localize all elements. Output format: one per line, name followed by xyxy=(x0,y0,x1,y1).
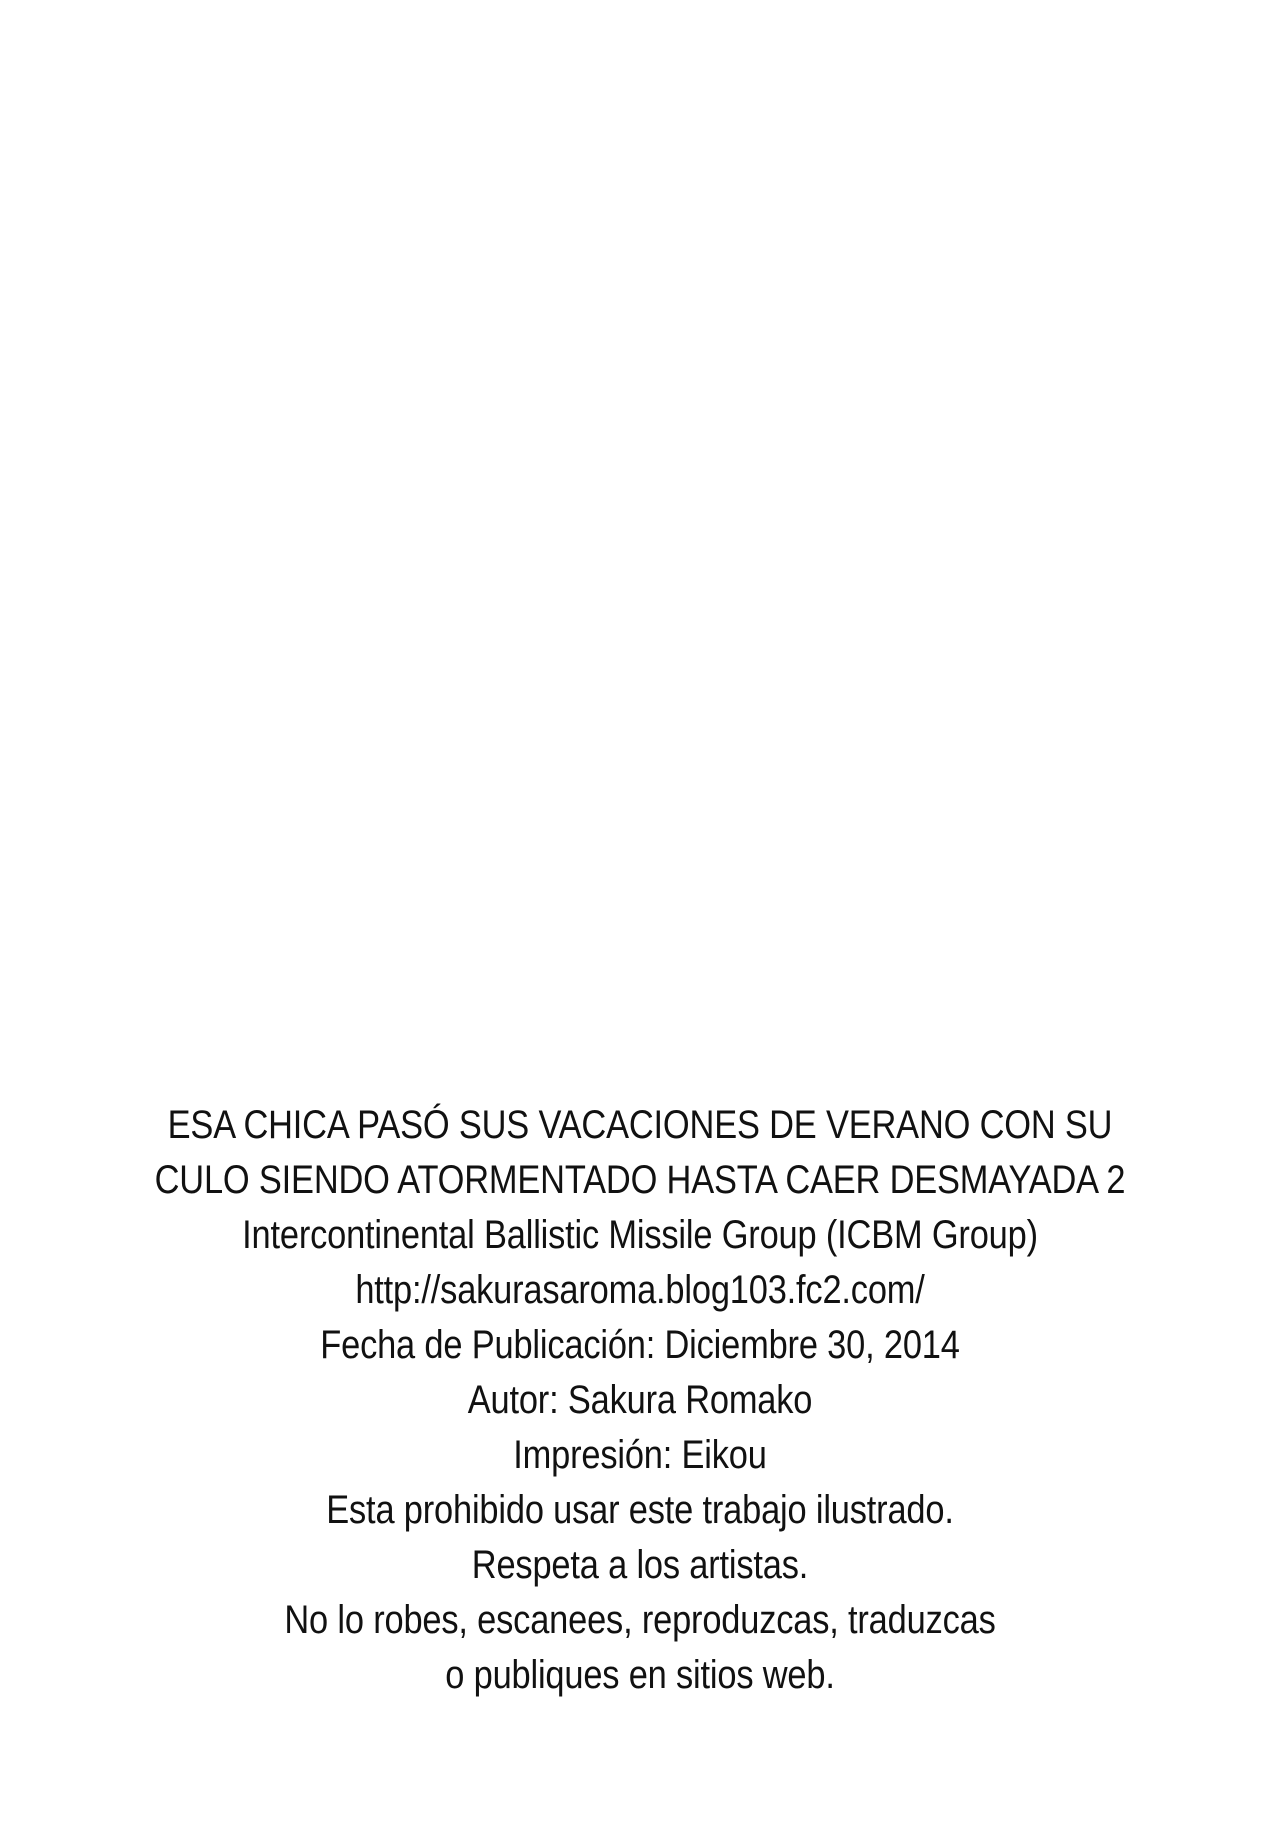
notice-line-1: Esta prohibido usar este trabajo ilustrado. xyxy=(326,1488,954,1532)
website-url: http://sakurasaroma.blog103.fc2.com/ xyxy=(355,1268,925,1312)
notice-line-2: Respeta a los artistas. xyxy=(471,1543,809,1587)
colophon-block xyxy=(0,1098,1280,1703)
book-title-line-1: ESA CHICA PASÓ SUS VACACIONES DE VERANO CON SU xyxy=(167,1103,1113,1147)
circle-name: Intercontinental Ballistic Missile Group (ICBM Group) xyxy=(242,1213,1038,1257)
notice-line-3: No lo robes, escanees, reproduzcas, traduzcas xyxy=(284,1598,996,1642)
author: Autor: Sakura Romako xyxy=(467,1378,813,1422)
notice-line-4: o publiques en sitios web. xyxy=(445,1653,835,1697)
printing: Impresión: Eikou xyxy=(513,1433,767,1477)
book-title-line-2: CULO SIENDO ATORMENTADO HASTA CAER DESMAYADA 2 xyxy=(154,1158,1126,1202)
publication-date: Fecha de Publicación: Diciembre 30, 2014 xyxy=(320,1323,960,1367)
